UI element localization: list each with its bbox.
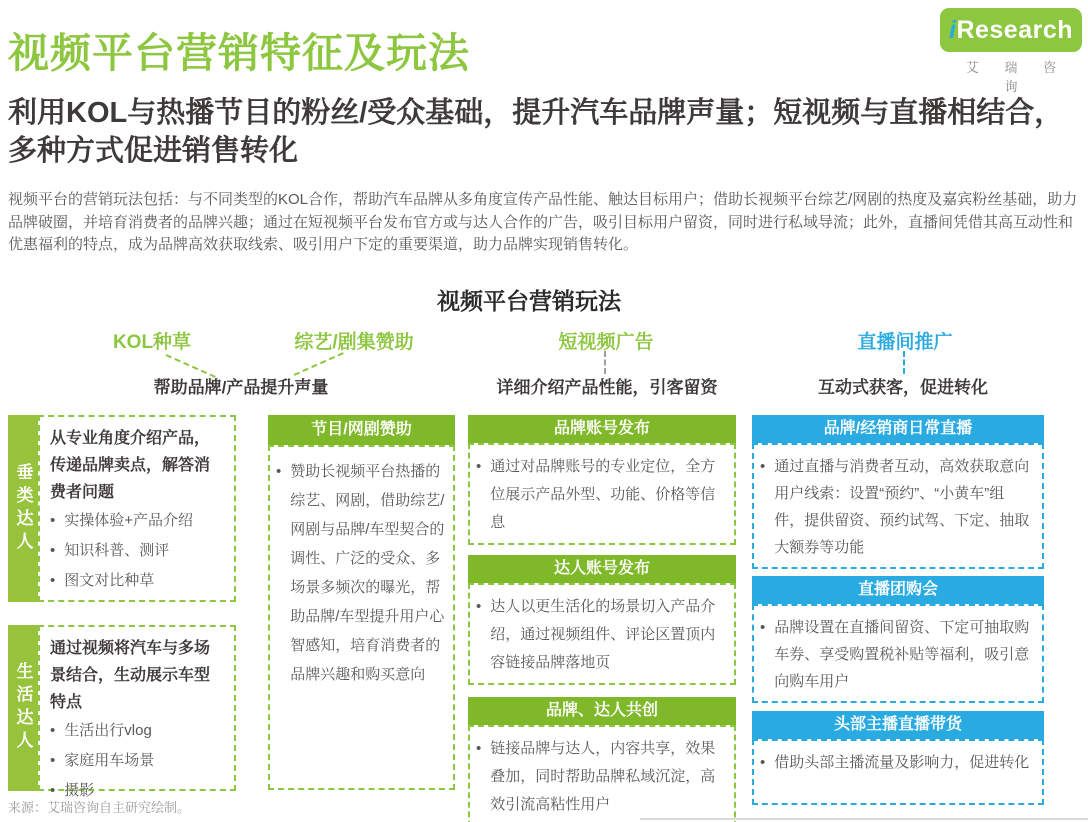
- kol-lifestyle-card: [38, 625, 236, 799]
- page-title: 视频平台营销特征及玩法: [8, 30, 470, 76]
- list-item-text: 摄影: [64, 782, 95, 799]
- card-body: [752, 443, 1044, 569]
- card-title: 节目/网剧赞助: [268, 415, 455, 445]
- card-title: 直播团购会: [752, 576, 1044, 604]
- card-body: [752, 739, 1044, 805]
- bullet-dot-icon: [476, 593, 481, 677]
- list-item-text: 实操体验+产品介绍: [64, 512, 194, 529]
- card-brand-account: [468, 415, 736, 545]
- card-brand-kol-cocreation: [468, 697, 736, 822]
- list-item-text: 达人以更生活化的场景切入产品介绍，通过视频组件、评论区置顶内容链接品牌落地页: [490, 598, 716, 671]
- bullet-dot-icon: [760, 614, 765, 695]
- tagline-kol-variety: 帮助品牌/产品提升声量: [153, 378, 329, 397]
- column-kol: [8, 415, 236, 799]
- intro-paragraph: 视频平台的营销玩法包括：与不同类型的KOL合作，帮助汽车品牌从多角度宣传产品性能、触达目标用户；借助长视频平台综艺/网剧的热度及嘉宾粉丝基础，助力品牌破圈，并培育消费者的品牌兴趣；通过在短视频平台发布官方或与达人合作的广告，吸引目标用户留资，同时进行私域导流；此外，直播间凭借其高互动性和优惠福利的特点，成为品牌高效获取线索、吸引用户下定的重要渠道，助力品牌实现销售转化。: [8, 191, 1078, 254]
- connector-line-shortvideo: [604, 351, 606, 374]
- list-item: [476, 735, 726, 819]
- list-item: [760, 614, 1034, 695]
- card-body: [468, 725, 736, 822]
- list-item: [50, 536, 224, 566]
- diagram-title: 视频平台营销玩法: [437, 288, 621, 314]
- bullet-dot-icon: [50, 716, 55, 746]
- card-top-host-livestream: [752, 711, 1044, 805]
- list-item-text: 品牌设置在直播间留资、下定可抽取购车券、享受购置税补贴等福利，吸引意向购车用户: [774, 619, 1030, 690]
- bullet-dot-icon: [476, 453, 481, 537]
- list-item-text: 通过直播与消费者互动，高效获取意向用户线索：设置“预约”、“小黄车”组件，提供留资、预约试驾、下定、抽取大额券等功能: [774, 458, 1030, 556]
- list-item: [50, 506, 224, 536]
- list-item-text: 家庭用车场景: [64, 752, 155, 769]
- card-lead: 通过视频将汽车与多场景结合，生动展示车型特点: [50, 640, 211, 711]
- bullet-dot-icon: [760, 749, 765, 776]
- category-livestream: 直播间推广: [857, 332, 953, 353]
- side-label-lifestyle: 生活达人: [8, 625, 38, 791]
- list-item-text: 生活出行vlog: [64, 722, 152, 739]
- card-daily-livestream: [752, 415, 1044, 569]
- side-label-vertical-expert: 垂类达人: [8, 415, 38, 602]
- list-item: [276, 457, 445, 689]
- list-item: [50, 746, 224, 776]
- tagline-short-video: 详细介绍产品性能，引客留资: [496, 378, 718, 397]
- card-body: [468, 583, 736, 685]
- list-item: [50, 716, 224, 746]
- card-title: 品牌、达人共创: [468, 697, 736, 725]
- card-body: [752, 604, 1044, 703]
- bullet-dot-icon: [760, 453, 765, 561]
- list-item-text: 知识科普、测评: [64, 542, 170, 559]
- card-body: [268, 445, 455, 790]
- card-lead: 从专业角度介绍产品，传递品牌卖点，解答消费者问题: [50, 430, 211, 501]
- bullet-dot-icon: [476, 735, 481, 819]
- list-item: [476, 593, 726, 677]
- bullet-dot-icon: [50, 566, 55, 596]
- category-short-video-ads: 短视频广告: [558, 332, 654, 353]
- list-item-text: 赞助长视频平台热播的综艺、网剧，借助综艺/网剧与品牌/车型契合的调性、广泛的受众、多场景多频次的曝光，帮助品牌/车型提升用户心智感知，培育消费者的品牌兴趣和购买意向: [290, 463, 445, 683]
- card-title: 品牌/经销商日常直播: [752, 415, 1044, 443]
- list-item: [476, 453, 726, 537]
- card-kol-account: [468, 555, 736, 685]
- kol-vertical-expert-card: [38, 415, 236, 602]
- list-item: [50, 566, 224, 596]
- category-variety-sponsor: 综艺/剧集赞助: [294, 332, 414, 353]
- bullet-dot-icon: [50, 746, 55, 776]
- source-note: 来源：艾瑞咨询自主研究绘制。: [8, 800, 191, 815]
- logo-brand-text: Research: [956, 16, 1074, 44]
- card-title: 品牌账号发布: [468, 415, 736, 443]
- bullet-dot-icon: [50, 536, 55, 566]
- iresearch-logo-box: [940, 8, 1082, 52]
- iresearch-logo: [940, 8, 1082, 95]
- logo-i-letter: i: [948, 16, 957, 44]
- list-item-text: 借助头部主播流量及影响力，促进转化: [774, 754, 1030, 771]
- slide-subtitle: 利用KOL与热播节目的粉丝/受众基础，提升汽车品牌声量；短视频与直播相结合，多种方式促进销售转化: [8, 97, 1064, 167]
- card-title: 头部主播直播带货: [752, 711, 1044, 739]
- kol-group-vertical-expert: [8, 415, 236, 602]
- kol-group-lifestyle: [8, 625, 236, 799]
- connector-line-livestream: [903, 351, 905, 374]
- column-livestream: [752, 415, 1044, 805]
- list-item: [760, 749, 1034, 776]
- tagline-livestream: 互动式获客，促进转化: [818, 378, 988, 397]
- footer-divider: [640, 818, 1088, 820]
- column-variety-sponsor: [268, 415, 455, 790]
- bullet-dot-icon: [50, 506, 55, 536]
- list-item-text: 通过对品牌账号的专业定位，全方位展示产品外型、功能、价格等信息: [490, 458, 716, 531]
- category-kol: KOL种草: [112, 332, 192, 353]
- card-group-buy-livestream: [752, 576, 1044, 703]
- logo-chinese-name: 艾 瑞 咨 询: [965, 60, 1068, 94]
- list-item-text: 图文对比种草: [64, 572, 155, 589]
- list-item-text: 链接品牌与达人，内容共享，效果叠加，同时帮助品牌私域沉淀，高效引流高粘性用户: [490, 740, 716, 813]
- bullet-dot-icon: [276, 457, 281, 689]
- column-short-video-ads: [468, 415, 736, 822]
- card-title: 达人账号发布: [468, 555, 736, 583]
- list-item: [760, 453, 1034, 561]
- card-body: [468, 443, 736, 545]
- card-program-sponsor: [268, 415, 455, 790]
